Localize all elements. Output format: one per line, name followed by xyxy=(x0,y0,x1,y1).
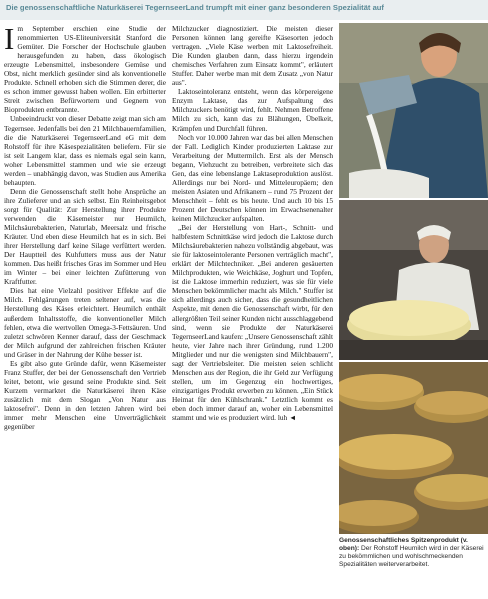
photo-caption xyxy=(339,537,486,569)
paragraph: Laktoseintoleranz entsteht, wenn das körpereigene Enzym Laktase, das zur Aufspaltung des Milchzuckers benötigt wird, fehlt. Nehmen Betroffene Milch zu sich, kann das zu Blähungen, Übelkeit, Krämpfen und Durchfall führen. xyxy=(172,87,333,133)
cheese-wheels-shelf-photo xyxy=(339,362,488,534)
article-header xyxy=(0,0,488,20)
paragraph: Unbeeindruckt von dieser Debatte zeigt man sich am Tegernsee. Jedenfalls bei den 21 Milchbauernfamilien, die die Naturkäserei TegernseerLand eG mit dem Rohstoff für ihre Käsespezialitäten beliefern. Für sie ist seit Langem klar, dass es niemals egal sein kann, woher Lebensmittel stammen und wie sie erzeugt werden – unabhängig davon, was Studien aus Amerika behaupten. xyxy=(4,114,166,187)
cheesemaker-cheese-wheel-photo xyxy=(339,200,488,360)
paragraph: „Bei der Herstellung von Hart-, Schnitt- und halbfestem Schnittkäse wird jedoch die Laktose durch Milchsäurebakterien nahezu vollständig abgebaut, was sie für laktoseintolerante Personen verträglich macht", erklärt der Milchtechniker. „Bei anderen gesäuerten Milchprodukten, wie Weichkäse, Joghurt und Topfen, ist die Laktose immerhin reduziert, was sie für viele Menschen bekömmlicher macht als Milch." Stuffer ist sich allerdings auch sicher, dass die gesundheitlichen Aspekte, mit denen die Genossenschaft wirbt, für den allergrößten Teil seiner Kunden nicht ausschlaggebend sind, wenn sie Produkte der Naturkäserei TegernseerLand kaufen: „Unsere Genossenschaft zählt heute, vier Jahre nach ihrer Gründung, rund 1.200 Mitglieder und nur die wenigsten sind Milchbauern", sagt der Vertriebsleiter. Die meisten seien schlicht Menschen aus der Region, die ihr Geld zur Verfügung stellen, um im Gegenzug ein hochwertiges, einzigartiges Produkt erwerben zu können. „Ein Stück Heimat für den Kühlschrank." Letztlich kommt es eben doch immer darauf an, woher ein Lebensmittel stammt und wie es produziert wird. luh ◄ xyxy=(172,223,333,423)
paragraph: Noch vor 10.000 Jahren war das bei allen Menschen der Fall. Lediglich Kinder produzierten Laktase zur Verarbeitung der Muttermilch. Erst als der Mensch begann, Viehzucht zu betreiben, verbreitete sich das Gen, das eine lebenslange Laktaseproduktion auslöst. Allerdings nur bei Nord- und Mitteleuropäern; den meisten Asiaten und Afrikanern – rund 75 Prozent der Menschheit – fehlt es bis heute. Und auch 10 bis 15 Prozent der Deutschen können im Erwachsenenalter keinen Milchzucker aufspalten. xyxy=(172,132,333,223)
paragraph: Milchzucker diagnostiziert. Die meisten dieser Personen können lang gereifte Käsesorten jedoch vertragen. „Viele Käse werben mit Laktosefreiheit. Die Kunden glauben dann, dass hierzu irgendein chemisches Verfahren zum Einsatz kommt", erläutert Stuffer. Daher werbe man mit dem Zusatz „von Natur aus". xyxy=(172,24,333,88)
paragraph: Denn die Genossenschaft stellt hohe Ansprüche an ihre Zulieferer und an sich selbst. Ein Reinheitsgebot sorgt für Qualität: Zur Herstellung ihrer Produkte verwenden die Käsemeister nur Heumilch, Milchsäurebakterien, Naturlab, Meersalz und frische Kräuter. Und eben diese Heumilch hat es in sich. Bei ihrer Herstellung darf keine Silage verfüttert werden. Der Hauptteil des Kuhfutters muss aus der Natur kommen. Das heißt frisches Gras im Sommer und Heu im Winter – bei einer leichten Zufütterung von Kraftfutter. xyxy=(4,186,166,287)
article-column-1 xyxy=(4,24,166,599)
header-title: Die genossenschaftliche Naturkäserei TegernseerLand trumpft mit einer ganz besonderen Spezialität auf xyxy=(6,3,384,12)
paragraph: Es gibt also gute Gründe dafür, wenn Käsemeister Franz Stuffer, der bei der Genossenschaft den Vertrieb leitet, betont, wie gesund seine Produkte sind. Seit Kurzem vermarktet die Naturkäserei ihren Käse zusätzlich mit dem Slogan „Von Natur aus laktosefrei". Denn in den letzten Jahren wird bei immer mehr Menschen eine Unverträglichkeit gegenüber xyxy=(4,358,166,432)
woman-pouring-milk-photo xyxy=(339,23,488,198)
caption-text: Der Rohstoff Heumilch wird in der Käserei zu bekömmlichen und wohlschmeckenden Spezialitäten weiterverarbeitet. xyxy=(339,545,484,569)
paragraph: Im September erschien eine Studie der renommierten US-Eliteuniversität Stanford die Gemüter. Die Forscher der Hochschule glauben herausgefunden zu haben, dass ökologisch erzeugte Lebensmittel, insbesondere Gemüse und Obst, nicht merklich gesünder sind als konventionelle Produkte. Schnell erhoben sich die Stimmen derer, die es schon immer gewusst haben wollen. Ein erbitterter Streit zwischen Befürwortern und Gegnern von Bioprodukten entbrannte. xyxy=(4,24,166,115)
article-column-2 xyxy=(172,24,333,599)
caption-title: Genossenschaftliches Spitzenprodukt (v. oben): xyxy=(339,537,468,553)
dropcap: I xyxy=(4,24,15,56)
paragraph: Dies hat eine Vielzahl positiver Effekte auf die Milch. Fehlgärungen treten seltener auf, was die Herstellung des Käses erleichtert. Heumilch enthält außerdem Inhaltsstoffe, die konventioneller Milch fehlen, etwa die wertvollen Omega-3-Fettsäuren. Und zuletzt schwören Kenner darauf, dass der Geschmack der Milch aufgrund der zahlreichen frischen Kräuter und Gräser in der Nahrung der Kühe besser ist. xyxy=(4,286,166,359)
